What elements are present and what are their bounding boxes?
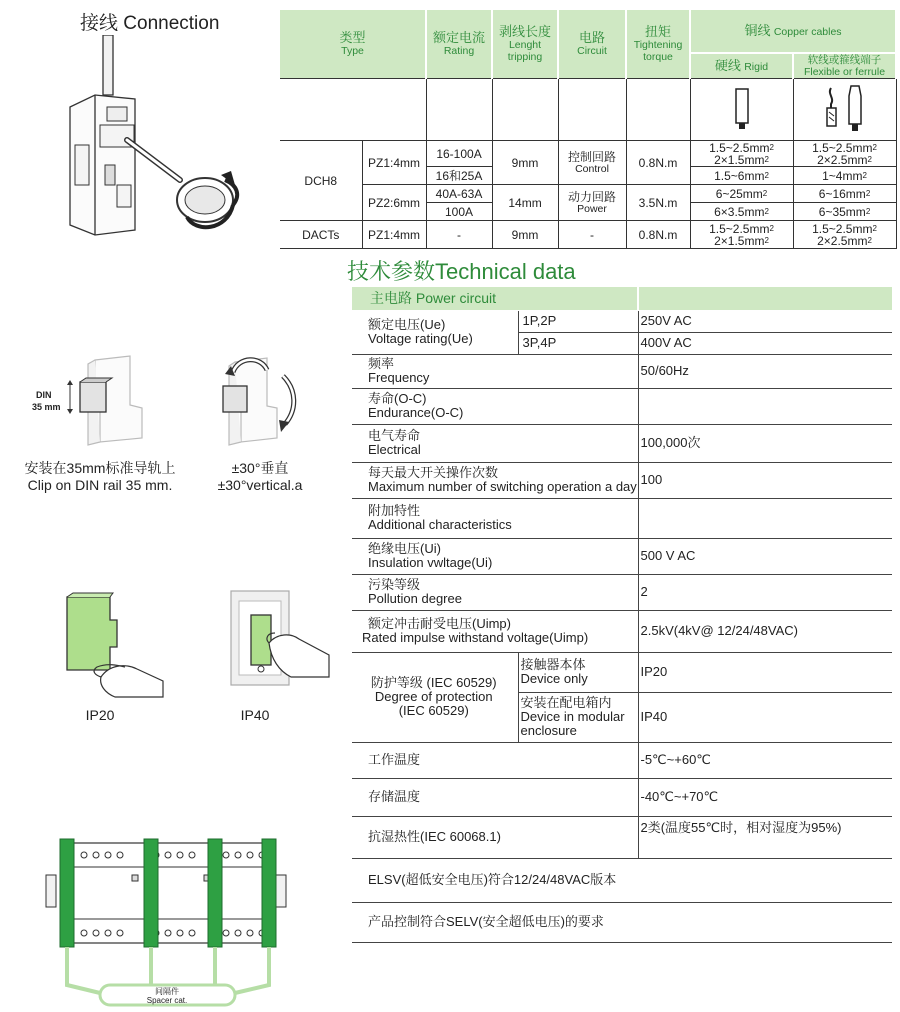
ip20-label: IP20 bbox=[85, 707, 115, 723]
power-circuit-header: 主电路 Power circuit bbox=[352, 287, 638, 310]
work-temp-label: 工作温度 bbox=[352, 742, 638, 778]
circuit-power: 动力回路 Power bbox=[558, 185, 626, 221]
ip40-label: IP40 bbox=[240, 707, 270, 723]
type-dacts: DACTs bbox=[280, 221, 362, 249]
pz14-b: PZ1:4mm bbox=[362, 221, 426, 249]
strip-14mm: 14mm bbox=[492, 185, 558, 221]
header-type: 类型 Type bbox=[280, 10, 426, 79]
din-rail-illustration bbox=[30, 350, 160, 450]
flex-5: $1.5\sim 2.5mm^2$ $2\times 2.5mm^2$ bbox=[793, 221, 896, 249]
flex-4: $6\sim 35mm^2$ bbox=[793, 203, 896, 221]
vertical-caption bbox=[195, 460, 325, 494]
torque-08-b: 0.8N.m bbox=[626, 221, 690, 249]
rigid-1: $1.5\sim 2.5mm^2$ $2\times 1.5mm^2$ bbox=[690, 141, 793, 167]
rating-100: 100A bbox=[426, 203, 492, 221]
rigid-wire-icon-cell bbox=[690, 79, 793, 141]
pz14-a: PZ1:4mm bbox=[362, 141, 426, 185]
insulation-label: 绝缘电压(Ui) Insulation vwltage(Ui) bbox=[352, 538, 638, 574]
frequency-value: 50/60Hz bbox=[638, 354, 892, 388]
vertical-caption-en: ±30°vertical.a bbox=[217, 477, 303, 493]
header-copper: 铜线 Copper cables bbox=[690, 10, 896, 53]
rating-16-25: 16和25A bbox=[426, 167, 492, 185]
header-rigid: 硬线 Rigid bbox=[690, 53, 793, 79]
impulse-value: 2.5kV(4kV@ 12/24/48VAC) bbox=[638, 610, 892, 652]
flex-3: $6\sim 16mm^2$ bbox=[793, 185, 896, 203]
rating-dacts: - bbox=[426, 221, 492, 249]
rating-16-100: 16-100A bbox=[426, 141, 492, 167]
din-caption bbox=[0, 460, 200, 494]
pollution-value: 2 bbox=[638, 574, 892, 610]
torque-35: 3.5N.m bbox=[626, 185, 690, 221]
torque-08: 0.8N.m bbox=[626, 141, 690, 185]
degree-label: 防护等级 (IEC 60529) Degree of protection (IEC 60529) bbox=[352, 652, 518, 742]
elsv-note: ELSV(超低安全电压)符合12/24/48VAC版本 bbox=[352, 858, 892, 902]
tech-data-title: 技术参数Technical data bbox=[347, 259, 576, 284]
spacer-label-cn: 间隔件 bbox=[155, 987, 179, 996]
insulation-value: 500 V AC bbox=[638, 538, 892, 574]
storage-temp-label: 存储温度 bbox=[352, 778, 638, 816]
strip-9mm: 9mm bbox=[492, 141, 558, 185]
rigid-4: $6\times 3.5mm^2$ bbox=[690, 203, 793, 221]
din-caption-en: Clip on DIN rail 35 mm. bbox=[27, 477, 173, 493]
work-temp-value: -5℃~+60℃ bbox=[638, 742, 892, 778]
operations-label: 每天最大开关操作次数 Maximum number of switching operation a day bbox=[352, 462, 638, 498]
frequency-label: 频率 Frequency bbox=[352, 354, 638, 388]
pollution-label: 污染等级 Pollution degree bbox=[352, 574, 638, 610]
rigid-2: $1.5\sim 6mm^2$ bbox=[690, 167, 793, 185]
vertical-tilt-illustration bbox=[205, 350, 315, 450]
endurance-label: 寿命(O-C) Endurance(O-C) bbox=[352, 388, 638, 424]
din-label: DIN bbox=[36, 390, 52, 400]
flex-2: $1\sim 4mm^2$ bbox=[793, 167, 896, 185]
rigid-3: $6\sim 25mm^2$ bbox=[690, 185, 793, 203]
modular-label: 安装在配电箱内 Device in modular enclosure bbox=[518, 692, 638, 742]
selv-note: 产品控制符合SELV(安全超低电压)的要求 bbox=[352, 902, 892, 942]
connection-illustration bbox=[55, 35, 265, 245]
rating-40-63: 40A-63A bbox=[426, 185, 492, 203]
din-caption-cn: 安装在35mm标准导轨上 bbox=[24, 460, 176, 476]
cable-table bbox=[280, 10, 897, 249]
header-torque: 扭矩 Tightening torque bbox=[626, 10, 690, 79]
circuit-control: 控制回路 Control bbox=[558, 141, 626, 185]
circuit-dacts: - bbox=[558, 221, 626, 249]
additional-label: 附加特性 Additional characteristics bbox=[352, 498, 638, 538]
spacer-illustration bbox=[40, 835, 300, 1010]
din-35mm-label: 35 mm bbox=[32, 402, 61, 412]
flexible-wire-icon bbox=[823, 84, 867, 134]
humidity-value: 2类(温度55℃时，相对湿度为95%) bbox=[638, 816, 892, 858]
voltage-1p2p-value: 250V AC bbox=[638, 310, 892, 332]
voltage-3p4p-value: 400V AC bbox=[638, 332, 892, 354]
header-rating: 额定电流 Rating bbox=[426, 10, 492, 79]
device-only-value: IP20 bbox=[638, 652, 892, 692]
electrical-label: 电气寿命 Electrical bbox=[352, 424, 638, 462]
impulse-label: 额定冲击耐受电压(Uimp) Rated impulse withstand voltage(Uimp) bbox=[352, 610, 638, 652]
voltage-1p2p: 1P,2P bbox=[518, 310, 638, 332]
strip-9mm-b: 9mm bbox=[492, 221, 558, 249]
electrical-value: 100,000次 bbox=[638, 424, 892, 462]
rigid-wire-icon bbox=[732, 87, 752, 131]
flexible-wire-icon-cell bbox=[793, 79, 896, 141]
tech-data-table bbox=[352, 287, 892, 943]
vertical-caption-cn: ±30°垂直 bbox=[231, 460, 289, 476]
ip40-illustration bbox=[225, 585, 335, 700]
voltage-label: 额定电压(Ue) Voltage rating(Ue) bbox=[352, 310, 518, 354]
rigid-5: $1.5\sim 2.5mm^2$ $2\times 1.5mm^2$ bbox=[690, 221, 793, 249]
type-dch8: DCH8 bbox=[280, 141, 362, 221]
device-only-label: 接触器本体 Device only bbox=[518, 652, 638, 692]
header-circuit: 电路 Circuit bbox=[558, 10, 626, 79]
humidity-label: 抗湿热性(IEC 60068.1) bbox=[352, 816, 638, 858]
header-flex: 软线或箍线端子 Flexible or ferrule bbox=[793, 53, 896, 79]
spacer-label-en: Spacer cat. bbox=[146, 996, 188, 1005]
connection-title: 接线 Connection bbox=[80, 13, 220, 34]
modular-value: IP40 bbox=[638, 692, 892, 742]
header-strip: 剥线长度 Lenght tripping bbox=[492, 10, 558, 79]
ip20-illustration bbox=[55, 585, 165, 700]
voltage-3p4p: 3P,4P bbox=[518, 332, 638, 354]
operations-value: 100 bbox=[638, 462, 892, 498]
storage-temp-value: -40℃~+70℃ bbox=[638, 778, 892, 816]
pz26: PZ2:6mm bbox=[362, 185, 426, 221]
flex-1: $1.5\sim 2.5mm^2$ $2\times 2.5mm^2$ bbox=[793, 141, 896, 167]
